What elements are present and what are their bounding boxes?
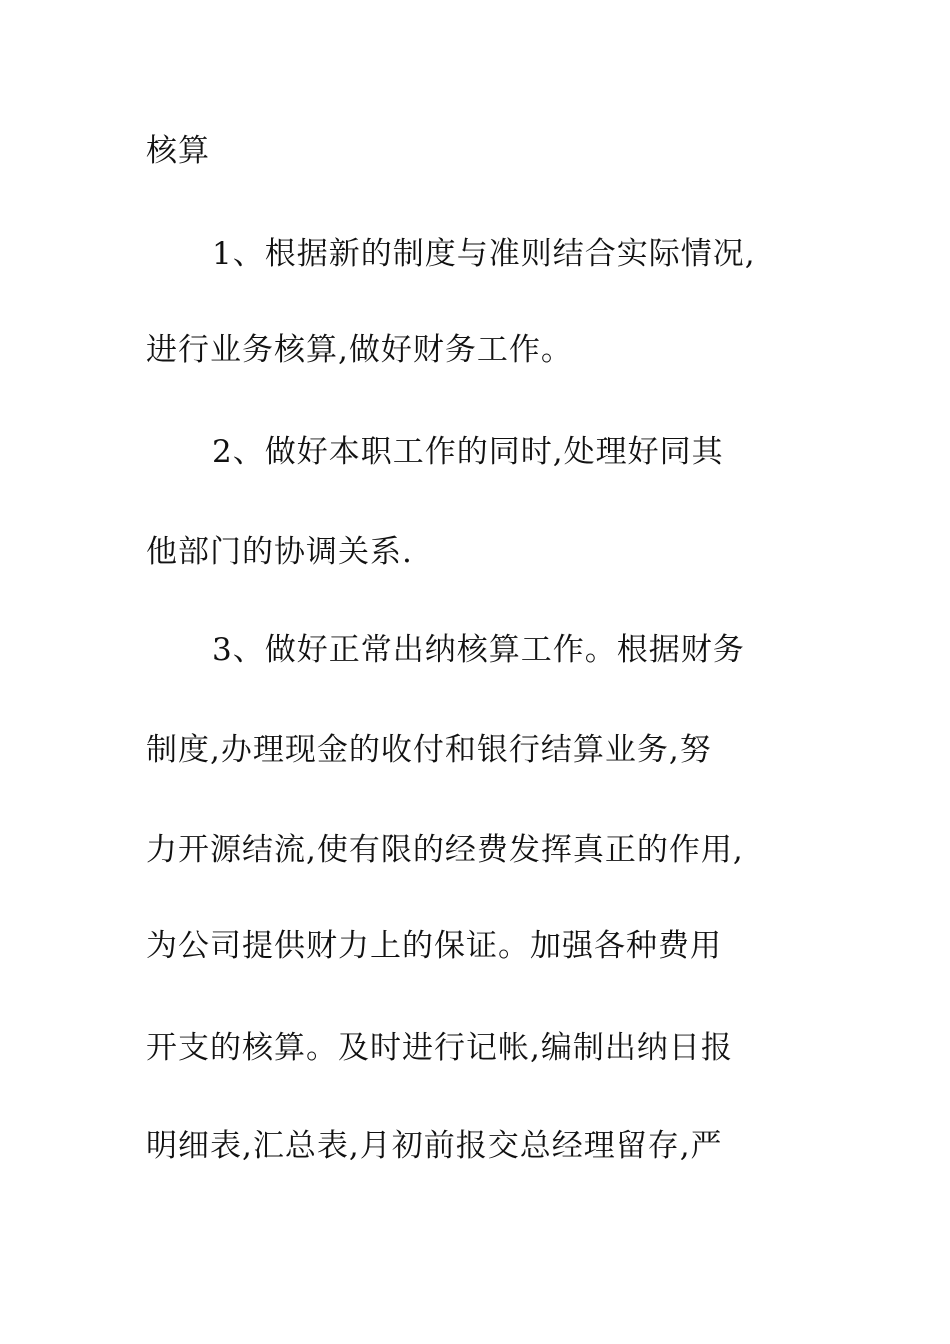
item-3-line-5: 开支的核算。及时进行记帐,编制出纳日报: [146, 1030, 733, 1066]
item-3-line-2: 制度,办理现金的收付和银行结算业务,努: [146, 732, 712, 768]
item-3-line-6: 明细表,汇总表,月初前报交总经理留存,严: [146, 1128, 723, 1164]
item-3-line-4: 为公司提供财力上的保证。加强各种费用: [146, 928, 722, 964]
item-2-line-1: 2、做好本职工作的同时,处理好同其: [212, 434, 724, 470]
item-2-line-2: 他部门的协调关系.: [146, 534, 413, 570]
section-heading-line: 核算: [146, 133, 210, 169]
item-1-line-1: 1、根据新的制度与准则结合实际情况,: [212, 236, 756, 272]
item-3-line-1: 3、做好正常出纳核算工作。根据财务: [212, 632, 745, 668]
item-1-line-2: 进行业务核算,做好财务工作。: [146, 332, 573, 368]
item-3-line-3: 力开源结流,使有限的经费发挥真正的作用,: [146, 832, 744, 868]
